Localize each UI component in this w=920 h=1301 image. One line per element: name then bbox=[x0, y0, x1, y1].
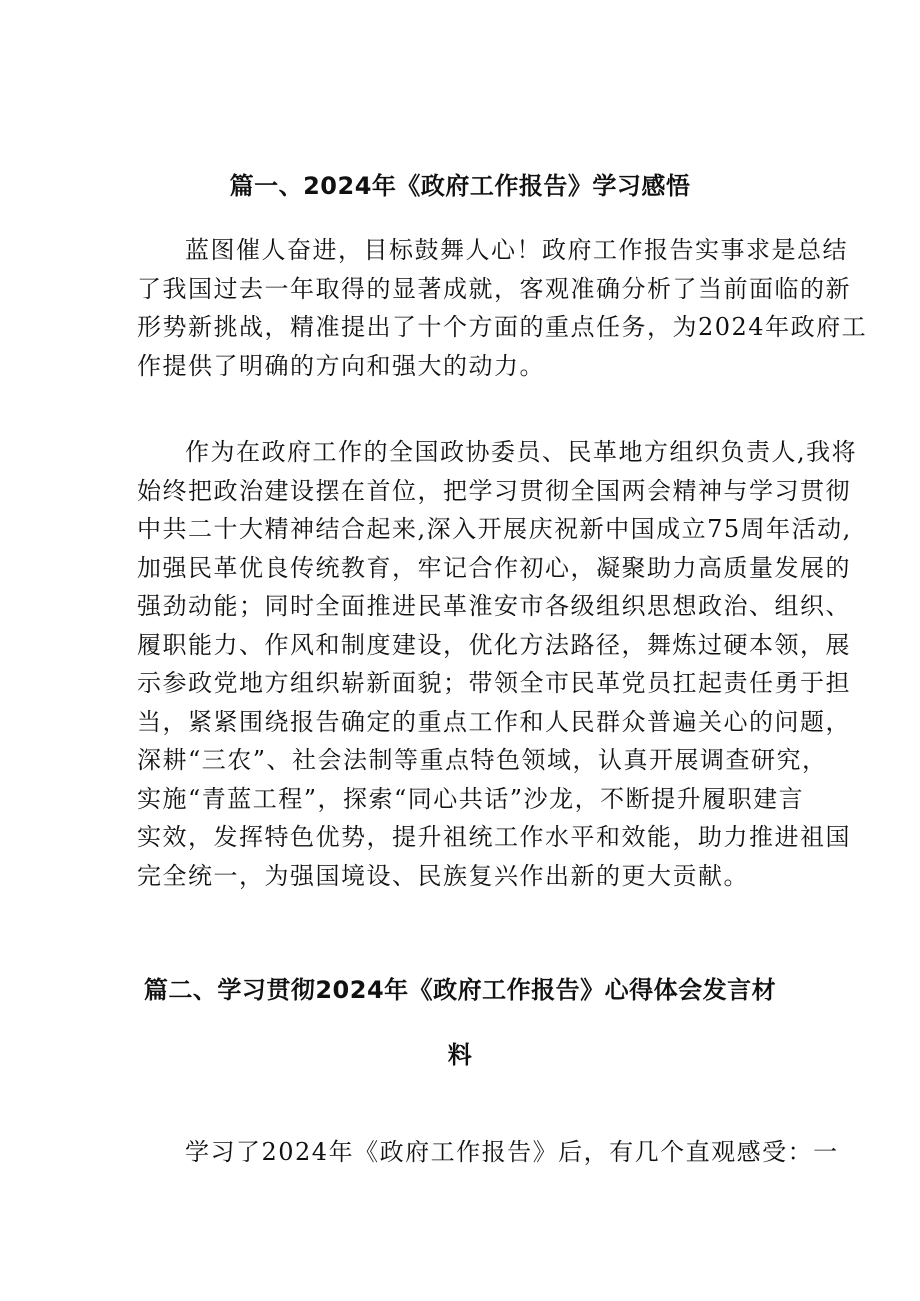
text-line: 当，紧紧围绕报告确定的重点工作和人民群众普遍关心的问题， bbox=[137, 707, 851, 736]
text-line: 实施“青蓝工程”，探索“同心共话”沙龙，不断提升履职建言 bbox=[137, 784, 805, 813]
section1-title: 篇一、2024年《政府工作报告》学习感悟 bbox=[229, 172, 691, 200]
text-line: 始终把政治建设摆在首位，把学习贯彻全国两会精神与学习贯彻 bbox=[137, 476, 851, 505]
text-line: 了我国过去一年取得的显著成就，客观准确分析了当前面临的新 bbox=[137, 274, 851, 303]
text-line: 强劲动能；同时全面推进民革淮安市各级组织思想政治、组织、 bbox=[137, 592, 851, 620]
text-line: 完全统一，为强国境设、民族复兴作出新的更大贡献。 bbox=[137, 861, 749, 890]
text-line: 作为在政府工作的全国政协委员、民革地方组织负责人,我将 bbox=[185, 438, 858, 466]
section2-paragraph1 bbox=[137, 1133, 839, 1172]
text-line: 作提供了明确的方向和强大的动力。 bbox=[137, 351, 545, 380]
section1-paragraph2 bbox=[137, 433, 858, 895]
text-line: 学习了2024年《政府工作报告》后，有几个直观感受：一 bbox=[185, 1138, 839, 1166]
text-line: 示参政党地方组织崭新面貌；带领全市民革党员扛起责任勇于担 bbox=[137, 669, 851, 697]
section2-title-line2: 料 bbox=[447, 1041, 473, 1069]
section2-title-line1: 篇二、学习贯彻2024年《政府工作报告》心得体会发言材 bbox=[143, 976, 777, 1004]
section1-paragraph1 bbox=[137, 231, 868, 385]
text-line: 深耕“三农”、社会法制等重点特色领域，认真开展调查研究， bbox=[137, 746, 828, 774]
text-line: 中共二十大精神结合起来,深入开展庆祝新中国成立75周年活动, bbox=[137, 515, 852, 543]
text-line: 履职能力、作风和制度建设，优化方法路径，舞炼过硬本领，展 bbox=[137, 630, 851, 659]
text-line: 加强民革优良传统教育，牢记合作初心，凝聚助力高质量发展的 bbox=[137, 553, 851, 582]
text-line: 形势新挑战，精准提出了十个方面的重点任务，为2024年政府工 bbox=[137, 313, 868, 341]
text-line: 蓝图催人奋进，目标鼓舞人心！政府工作报告实事求是总结 bbox=[185, 236, 848, 264]
text-line: 实效，发挥特色优势，提升祖统工作水平和效能，助力推进祖国 bbox=[137, 823, 851, 851]
